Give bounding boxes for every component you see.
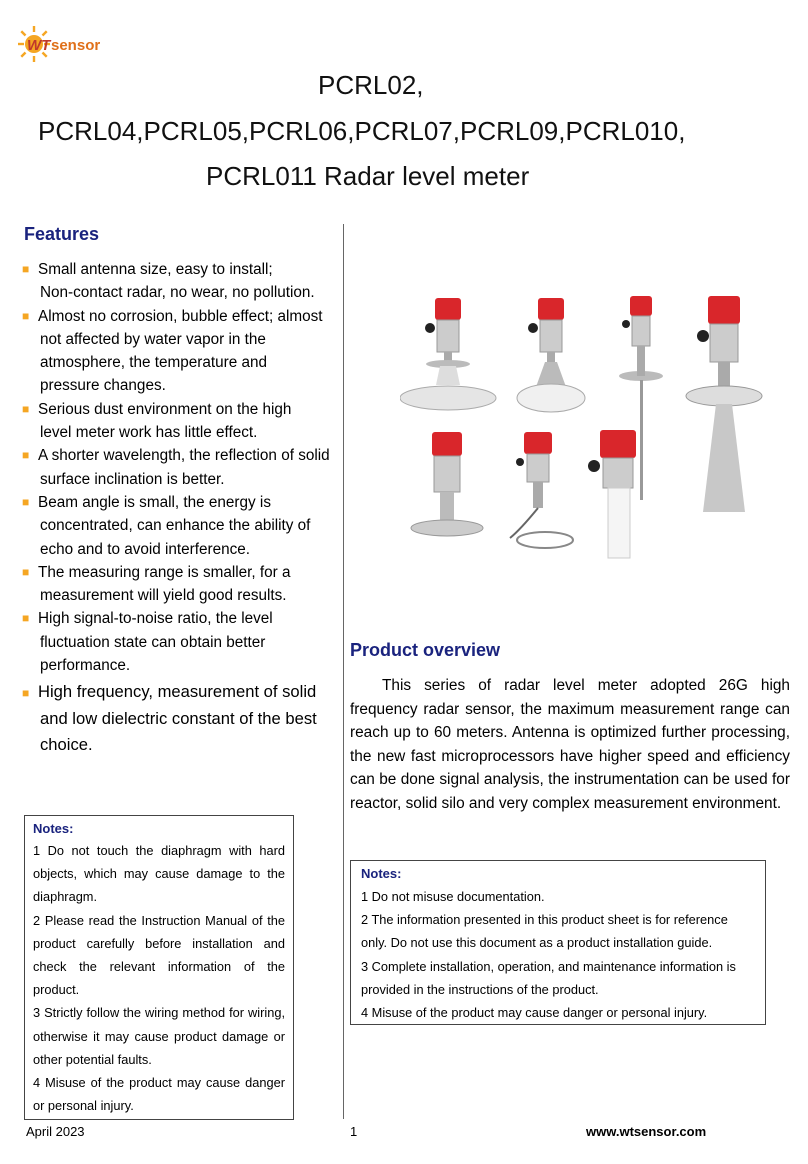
feature-line: Beam angle is small, the energy is	[38, 493, 271, 511]
feature-line: The measuring range is smaller, for a	[38, 563, 291, 581]
column-divider	[343, 224, 344, 1119]
feature-line: surface inclination is better.	[40, 470, 225, 488]
feature-line: Non-contact radar, no wear, no pollution.	[40, 284, 315, 302]
feature-line: High frequency, measurement of solid	[38, 682, 317, 702]
bullet-square-icon: ■	[22, 448, 30, 463]
feature-item	[22, 679, 340, 759]
feature-line: echo and to avoid interference.	[40, 540, 251, 558]
bullet-square-icon: ■	[22, 686, 30, 701]
page-title-line-2: PCRL04,PCRL05,PCRL06,PCRL07,PCRL09,PCRL010,	[38, 116, 686, 146]
notes-title: Notes:	[33, 821, 74, 836]
feature-line: Almost no corrosion, bubble effect; almost	[38, 307, 323, 325]
features-heading: Features	[24, 224, 100, 244]
feature-line: High signal-to-noise ratio, the level	[38, 610, 273, 628]
notes-box-left	[24, 815, 294, 1120]
notes-list	[33, 839, 285, 1117]
feature-line: pressure changes.	[40, 377, 166, 395]
website-link[interactable]: www.wtsensor.com	[586, 1124, 707, 1139]
bullet-square-icon: ■	[22, 494, 30, 509]
company-logo	[18, 24, 128, 64]
note-item: 1 Do not touch the diaphragm with hard objects, which may cause damage to the diaphragm.	[33, 843, 285, 905]
logo-wt-text: WT	[27, 37, 51, 54]
radar-device-cable	[510, 432, 573, 548]
note-item: 1 Do not misuse documentation.	[361, 889, 545, 904]
feature-item	[22, 561, 340, 608]
feature-line: performance.	[40, 657, 131, 675]
feature-line: A shorter wavelength, the reflection of solid	[38, 447, 330, 465]
feature-line: atmosphere, the temperature and	[40, 354, 268, 372]
feature-line: concentrated, can enhance the ability of	[40, 517, 311, 535]
feature-line: not affected by water vapor in the	[40, 330, 266, 348]
feature-item	[22, 607, 340, 677]
feature-item	[22, 491, 340, 561]
bullet-square-icon: ■	[22, 308, 30, 323]
feature-line: and low dielectric constant of the best	[40, 708, 317, 728]
radar-device-flange-stand	[411, 432, 483, 536]
note-item: 3 Complete installation, operation, and maintenance information is provided in the instructions of the product.	[361, 958, 736, 997]
product-photo	[400, 290, 795, 565]
feature-item	[22, 258, 340, 305]
note-item: 3 Strictly follow the wiring method for wiring, otherwise it may cause product damage or other potential faults.	[33, 1005, 285, 1067]
bullet-square-icon: ■	[22, 611, 30, 626]
feature-line: measurement will yield good results.	[40, 587, 287, 605]
features-list	[22, 258, 340, 759]
feature-line: choice.	[40, 735, 93, 755]
notes-title: Notes:	[361, 866, 402, 881]
logo-text: sensor	[51, 37, 101, 54]
bullet-square-icon: ■	[22, 401, 30, 416]
feature-item	[22, 444, 340, 491]
bullet-square-icon: ■	[22, 262, 30, 276]
feature-item	[22, 398, 340, 445]
radar-device-large-horn	[686, 296, 762, 512]
notes-box-right	[350, 860, 766, 1025]
overview-paragraph: This series of radar level meter adopted 26G high frequency radar sensor, the maximum measurement range can reach up to 60 meters. Antenna is optimized further processing, the new fast microprocessors have higher speed and efficiency can be done signal analysis, the instrumentation can be used for reactor, solid silo and very complex measurement environment.	[350, 677, 790, 812]
note-item: 2 Please read the Instruction Manual of the product carefully before installation and check the relevant information of the product.	[33, 912, 285, 998]
radar-device-horn-dish	[400, 298, 496, 410]
note-item: 4 Misuse of the product may cause danger or personal injury.	[361, 1005, 708, 1021]
bullet-square-icon: ■	[22, 564, 30, 579]
page-title-line-3: PCRL011 Radar level meter	[206, 161, 530, 191]
feature-line: Serious dust environment on the high	[38, 400, 292, 418]
radar-device-horn-flange	[517, 298, 585, 412]
page-number: 1	[350, 1124, 358, 1139]
footer-date: April 2023	[26, 1124, 85, 1139]
notes-list	[361, 885, 757, 1024]
note-item: 2 The information presented in this product sheet is for reference only. Do not use this document as a product installation guide.	[361, 912, 728, 951]
feature-item	[22, 305, 340, 398]
note-item: 4 Misuse of the product may cause danger or personal injury.	[33, 1075, 285, 1114]
page-title-line-1: PCRL02,	[318, 70, 424, 100]
feature-line: fluctuation state can obtain better	[40, 633, 266, 651]
feature-line: Small antenna size, easy to install;	[38, 261, 273, 278]
radar-device-ptfe	[588, 430, 636, 558]
feature-line: level meter work has little effect.	[40, 424, 258, 442]
overview-heading: Product overview	[350, 640, 501, 660]
